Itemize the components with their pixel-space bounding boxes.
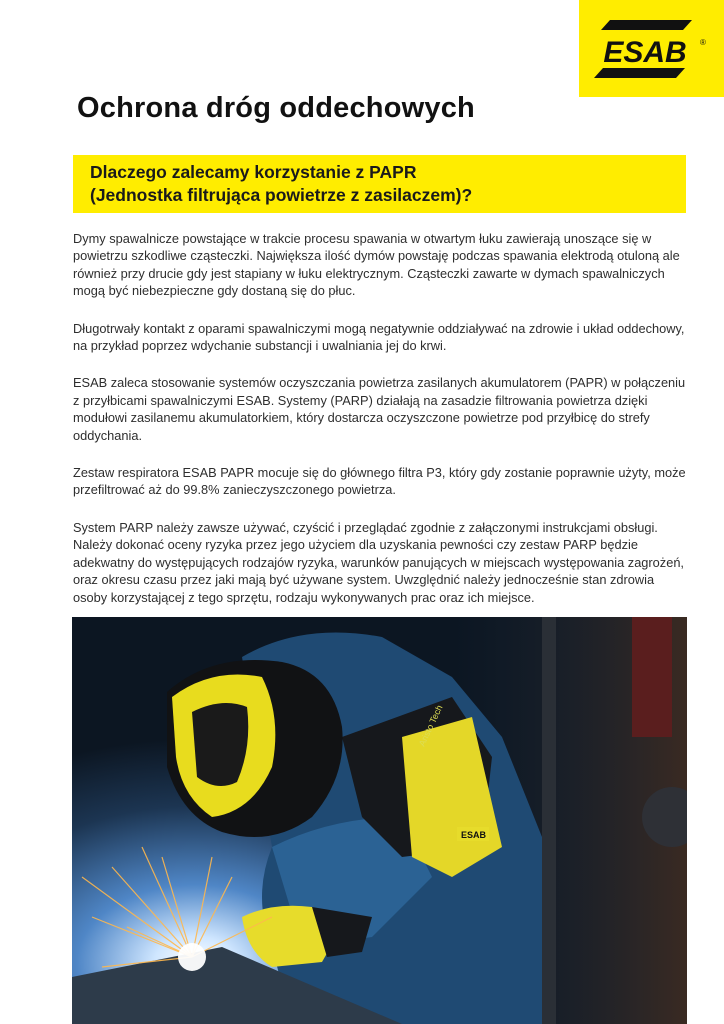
- body-text: [73, 230, 689, 626]
- esab-logo-text: ESAB: [603, 36, 687, 69]
- esab-logo: [579, 0, 724, 97]
- page-title: Ochrona dróg oddechowych: [77, 92, 475, 124]
- subtitle-banner: [73, 155, 686, 213]
- esab-logo-mark: [579, 0, 724, 97]
- jacket-logo-text: ESAB: [461, 830, 487, 840]
- subtitle: [90, 161, 680, 207]
- paragraph-4: Zestaw respiratora ESAB PAPR mocuje się do głównego filtra P3, który gdy zostanie poprawnie użyty, może przefiltrować aż do 99.8% zanieczyszczonego powietrza.: [73, 465, 686, 498]
- helmet-brand-text: Aristo Tech: [416, 703, 445, 748]
- paragraph-1: Dymy spawalnicze powstające w trakcie procesu spawania w otwartym łuku zawierają unoszące się w powietrzu szkodliwe cząsteczki. Największa ilość dymów powstaję podczas spawania elektrodą otuloną ale również przy drucie gdy jest stapiany w łuku elektrycznym. Cząsteczki zawarte w dymach spawalniczych mogą być niebezpieczne gdy dostaną się do płuc.: [73, 231, 680, 299]
- subtitle-line-2: (Jednostka filtrująca powietrze z zasilaczem)?: [90, 185, 473, 205]
- paragraph-3: ESAB zaleca stosowanie systemów oczyszczania powietrza zasilanych akumulatorem (PAPR) w połączeniu z przyłbicami spawalniczymi ESAB. Systemy (PARP) działają na zasadzie filtrowania powietrza dzięki modułowi zasilanemu akumulatorkiem, który dostarcza oczyszczone powietrze pod przyłbicę do strefy oddychania.: [73, 375, 686, 443]
- welder-illustration: [72, 617, 687, 1024]
- trademark-symbol: ®: [700, 38, 706, 47]
- paragraph-2: Długotrwały kontakt z oparami spawalniczymi mogą negatywnie oddziaływać na zdrowie i układ oddechowy, na przykład poprzez wdychanie substancji i uwalniania jej do krwi.: [73, 320, 685, 354]
- subtitle-line-1: Dlaczego zalecamy korzystanie z PAPR: [90, 162, 417, 182]
- paragraph-5: System PARP należy zawsze używać, czyścić i przeglądać zgodnie z załączonymi instrukcjami obsługi. Należy dokonać oceny ryzyka przez jego użyciem dla uzyskania pewności czy zestaw PARP będzie adekwatny do występujących rodzajów ryzyka, warunków panujących w miejscach występowania zagrożeń, oraz okresu czasu przez jaki mają być używane system. Uwzględnić należy jednocześnie stan zdrowia osoby korzystającej z tego sprzętu, rodzaju wykonywanych prac oraz ich miejsce.: [73, 519, 684, 605]
- welder-photo: [72, 617, 687, 1024]
